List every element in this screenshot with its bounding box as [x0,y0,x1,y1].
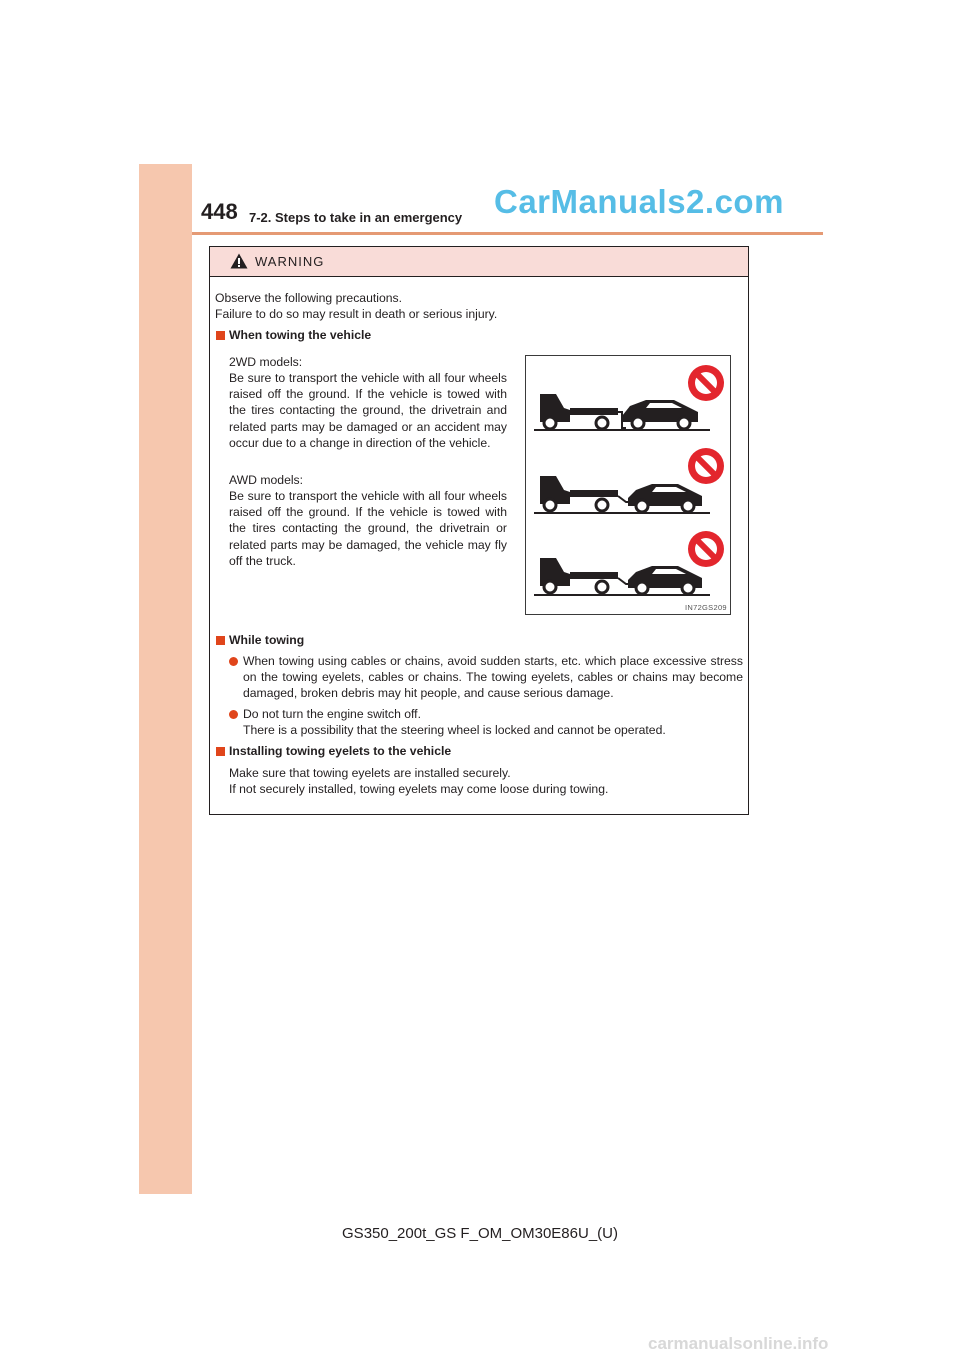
warning-header [210,247,748,277]
flat-tow-scene [534,365,724,431]
warning-label: WARNING [255,254,325,269]
round-bullet [229,657,238,666]
twd-title: 2WD models: [229,355,303,369]
while-towing-heading: While towing [229,633,305,647]
page-number: 448 [201,199,238,224]
heading-square-bullet [216,636,225,645]
eyelets-line-2: If not securely installed, towing eyelets may come loose during towing. [229,782,609,796]
eyelets-heading: Installing towing eyelets to the vehicle [229,744,452,758]
awd-title: AWD models: [229,473,304,487]
while-bullet-2-line-2: There is a possibility that the steering wheel is locked and cannot be operated. [243,723,666,737]
header-rule [192,232,823,235]
towing-heading: When towing the vehicle [229,328,372,342]
towing-illustration [525,355,731,615]
watermark-top: CarManuals2.com [494,183,784,220]
heading-square-bullet [216,331,225,340]
while-bullet-1: When towing using cables or chains, avoid sudden starts, etc. which place excessive stress on the towing eyelets, cables or chains. The towing eyelets, cables or chains may become damaged, broken debris may hit people, and cause serious damage. [243,654,743,701]
side-tab-bar [139,164,192,1194]
twd-text: Be sure to transport the vehicle with all four wheels raised off the ground. If the vehicle is towed with the tires contacting the ground, the drivetrain and related parts may be damaged or an accident may occur due to a change in direction of the vehicle. [229,371,507,450]
warning-intro-2: Failure to do so may result in death or serious injury. [215,307,498,321]
footer-doc-code: GS350_200t_GS F_OM_OM30E86U_(U) [342,1225,618,1242]
while-bullet-2-line-1: Do not turn the engine switch off. [243,707,421,721]
dolly-tow-scene [534,448,724,514]
eyelets-line-1: Make sure that towing eyelets are installed securely. [229,766,511,780]
flatbed-tow-scene [534,531,724,596]
round-bullet [229,710,238,719]
warning-intro-1: Observe the following precautions. [215,291,402,305]
heading-square-bullet [216,747,225,756]
section-title: 7-2. Steps to take in an emergency [249,210,463,225]
towing-prohibited-figure [526,356,730,614]
awd-text: Be sure to transport the vehicle with all four wheels raised off the ground. If the vehicle is towed with the tires contacting the ground, the drivetrain or related parts may be damaged, the vehicle may fly off the truck. [229,489,507,568]
figure-code: IN72GS209 [685,603,727,612]
watermark-bottom: carmanualsonline.info [648,1334,829,1353]
warning-triangle-icon [230,253,248,269]
